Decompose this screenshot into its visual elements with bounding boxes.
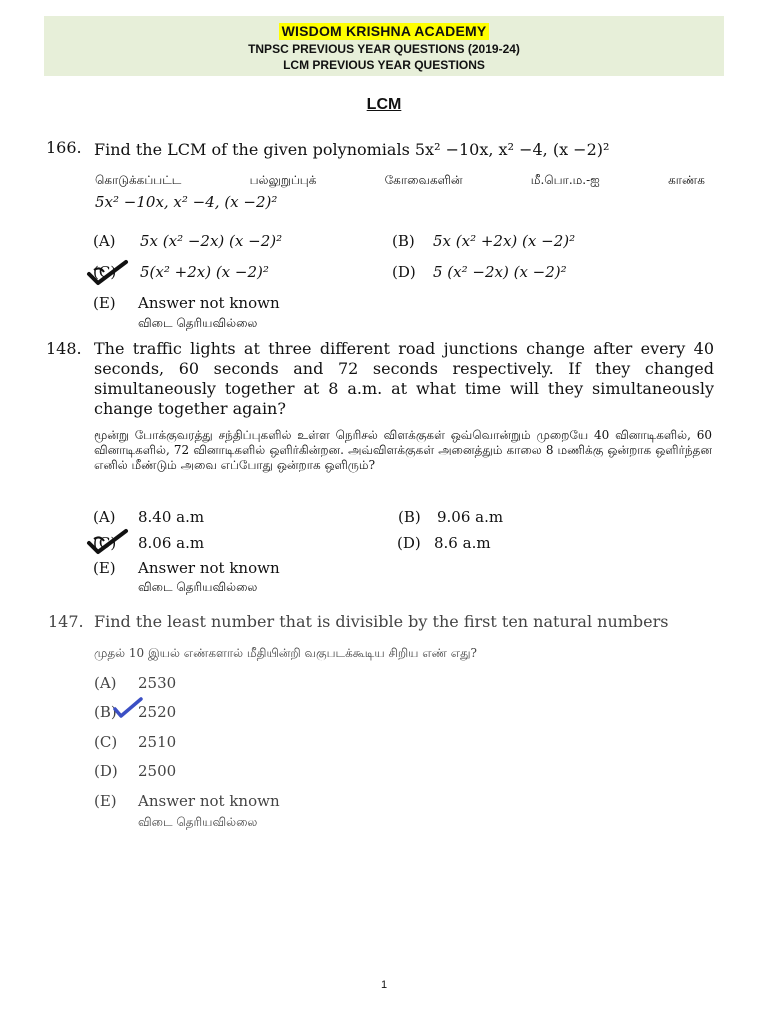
option-label: (C) — [93, 534, 117, 552]
tamil-word: கோவைகளின் — [384, 173, 463, 187]
option-text: 2510 — [138, 733, 177, 751]
header-subtitle-2: LCM PREVIOUS YEAR QUESTIONS — [283, 58, 485, 72]
check-mark-icon — [86, 528, 130, 556]
question-tamil-expression: 5x² −10x, x² −4, (x −2)² — [95, 193, 278, 211]
tamil-word: மீ.பொ.ம.-ஐ — [530, 173, 600, 187]
option-label: (B) — [94, 703, 117, 721]
header-banner — [44, 16, 724, 76]
tamil-word: பல்லுறுப்புக் — [249, 173, 317, 187]
option-label: (D) — [94, 762, 118, 780]
option-label: (A) — [94, 674, 117, 692]
check-mark-icon — [86, 258, 130, 288]
option-text: 8.40 a.m — [138, 508, 205, 526]
option-text: Answer not known — [138, 792, 280, 810]
header-subtitle-1: TNPSC PREVIOUS YEAR QUESTIONS (2019-24) — [248, 42, 520, 56]
option-label: (C) — [93, 263, 117, 281]
question-text: Find the LCM of the given polynomials 5x² −10x, x² −4, (x −2)² — [94, 140, 610, 159]
question-number: 147. — [48, 612, 84, 631]
question-tamil: மூன்று போக்குவரத்து சந்திப்புகளில் உள்ள நெரிசல் விளக்குகள் ஒவ்வொன்றும் முறையே 40 வினாடிகளில், 60 வினாடிகளில், 72 வினாடிகளில் ஒளிர்கின்றன. அவ்விளக்குகள் அனைத்தும் காலை 8 மணிக்கு ஒன்றாக ஒளிர்ந்தன எனில் மீண்டும் அவை எப்போது ஒன்றாக ஒளிரும்? — [94, 428, 712, 472]
question-number: 166. — [46, 138, 82, 157]
question-text: The traffic lights at three different road junctions change after every 40 seconds, 60 seconds and 72 seconds respectively. If they changed simultaneously together at 8 a.m. at what time will they simultaneously change together again? — [94, 339, 714, 418]
option-text: 8.6 a.m — [434, 534, 491, 552]
option-tamil: விடை தெரியவில்லை — [138, 580, 258, 594]
question-tamil: முதல் 10 இயல் எண்களால் மீதியின்றி வகுபடக்கூடிய சிறிய எண் எது? — [94, 646, 477, 660]
option-tamil: விடை தெரியவில்லை — [138, 316, 258, 330]
option-label: (E) — [94, 792, 117, 810]
question-tamil — [95, 173, 705, 189]
option-text: Answer not known — [138, 559, 280, 577]
section-title: LCM — [366, 96, 402, 113]
option-text: 5(x² +2x) (x −2)² — [140, 263, 269, 281]
option-label: (D) — [397, 534, 421, 552]
option-text: 2530 — [138, 674, 177, 692]
question-text: Find the least number that is divisible by the first ten natural numbers — [94, 612, 669, 631]
option-label: (A) — [93, 232, 116, 250]
option-text: Answer not known — [138, 294, 280, 312]
option-text: 8.06 a.m — [138, 534, 205, 552]
check-mark-icon — [112, 695, 144, 721]
option-label: (B) — [398, 508, 421, 526]
option-label: (A) — [93, 508, 116, 526]
option-text: 5 (x² −2x) (x −2)² — [433, 263, 567, 281]
tamil-word: காண்க — [668, 173, 705, 187]
option-label: (D) — [392, 263, 416, 281]
option-label: (C) — [94, 733, 118, 751]
option-text: 5x (x² +2x) (x −2)² — [433, 232, 576, 250]
academy-name: WISDOM KRISHNA ACADEMY — [279, 23, 490, 40]
option-label: (E) — [93, 294, 116, 312]
tamil-word: கொடுக்கப்பட்ட — [95, 173, 182, 187]
option-text: 5x (x² −2x) (x −2)² — [140, 232, 283, 250]
option-text: 2520 — [138, 703, 177, 721]
question-number: 148. — [46, 339, 82, 358]
option-text: 9.06 a.m — [437, 508, 504, 526]
option-tamil: விடை தெரியவில்லை — [138, 815, 258, 829]
option-label: (B) — [392, 232, 415, 250]
option-label: (E) — [93, 559, 116, 577]
page-number: 1 — [380, 979, 388, 991]
option-text: 2500 — [138, 762, 177, 780]
